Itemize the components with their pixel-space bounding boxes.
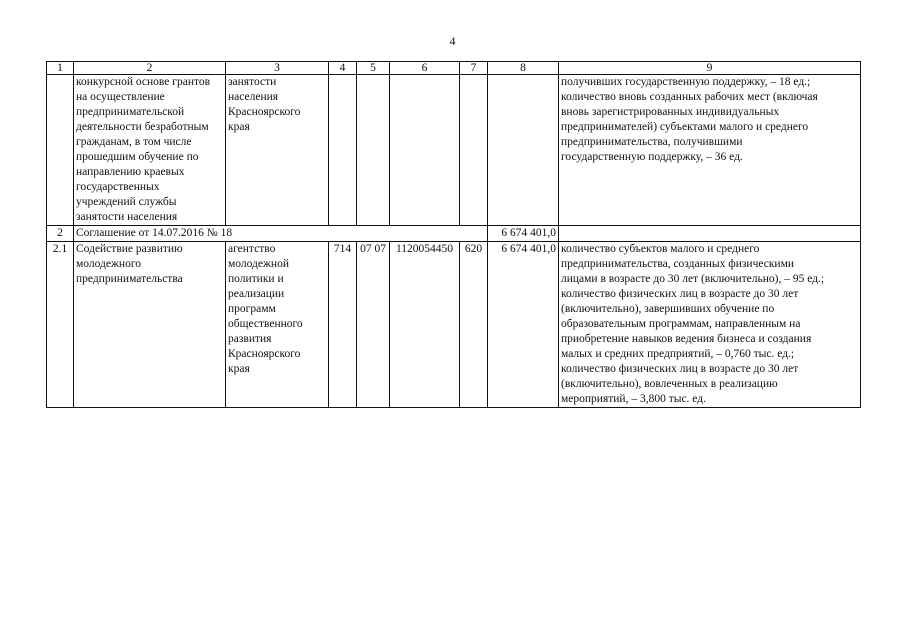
- executor-cell: занятости населения Красноярского края: [226, 75, 329, 226]
- row-number-cell: 2: [47, 226, 74, 242]
- code-cell-7: 620: [460, 242, 488, 408]
- agreement-cell: Соглашение от 14.07.2016 № 18: [74, 226, 488, 242]
- code-cell-5: [357, 75, 390, 226]
- code-cell-6: 1120054450: [390, 242, 460, 408]
- table-row: [47, 226, 861, 242]
- header-cell-6: 6: [390, 62, 460, 75]
- header-cell-4: 4: [329, 62, 357, 75]
- page-number: 4: [449, 34, 456, 48]
- table-header-row: [47, 62, 861, 75]
- code-cell-4: 714: [329, 242, 357, 408]
- result-cell: количество субъектов малого и среднего предпринимательства, созданных физическими лицами в возрасте до 30 лет (включительно), – 95 ед.; количество физических лиц в возрасте до 30 лет (включительно), завершивших обучение по образовательным программам, направленным на приобретение навыков ведения бизнеса и создания малых и средних предприятий, – 0,760 тыс. ед.; количество физических лиц в возрасте до 30 лет (включительно), вовлеченных в реализацию мероприятий, – 3,800 тыс. ед.: [559, 242, 861, 408]
- result-cell: [559, 226, 861, 242]
- table-row: [47, 242, 861, 408]
- amount-cell: 6 674 401,0: [488, 226, 559, 242]
- code-cell-6: [390, 75, 460, 226]
- header-cell-3: 3: [226, 62, 329, 75]
- amount-cell: 6 674 401,0: [488, 242, 559, 408]
- event-name-cell: Содействие развитию молодежного предпринимательства: [74, 242, 226, 408]
- code-cell-7: [460, 75, 488, 226]
- table-row: [47, 75, 861, 226]
- event-name-cell: конкурсной основе грантов на осуществление предпринимательской деятельности безработным гражданам, в том числе прошедшим обучение по направлению краевых государственных учреждений службы занятости населения: [74, 75, 226, 226]
- header-cell-8: 8: [488, 62, 559, 75]
- row-number-cell: 2.1: [47, 242, 74, 408]
- header-cell-5: 5: [357, 62, 390, 75]
- header-cell-2: 2: [74, 62, 226, 75]
- row-number-cell: [47, 75, 74, 226]
- amount-cell: [488, 75, 559, 226]
- result-cell: получивших государственную поддержку, – 18 ед.; количество вновь созданных рабочих мест (включая вновь зарегистрированных индивидуальных предпринимателей) субъектами малого и среднего предпринимательства, получившими государственную поддержку, – 36 ед.: [559, 75, 861, 226]
- code-cell-4: [329, 75, 357, 226]
- budget-table: [46, 61, 861, 408]
- code-cell-5: 07 07: [357, 242, 390, 408]
- header-cell-1: 1: [47, 62, 74, 75]
- executor-cell: агентство молодежной политики и реализации программ общественного развития Красноярского края: [226, 242, 329, 408]
- header-cell-7: 7: [460, 62, 488, 75]
- header-cell-9: 9: [559, 62, 861, 75]
